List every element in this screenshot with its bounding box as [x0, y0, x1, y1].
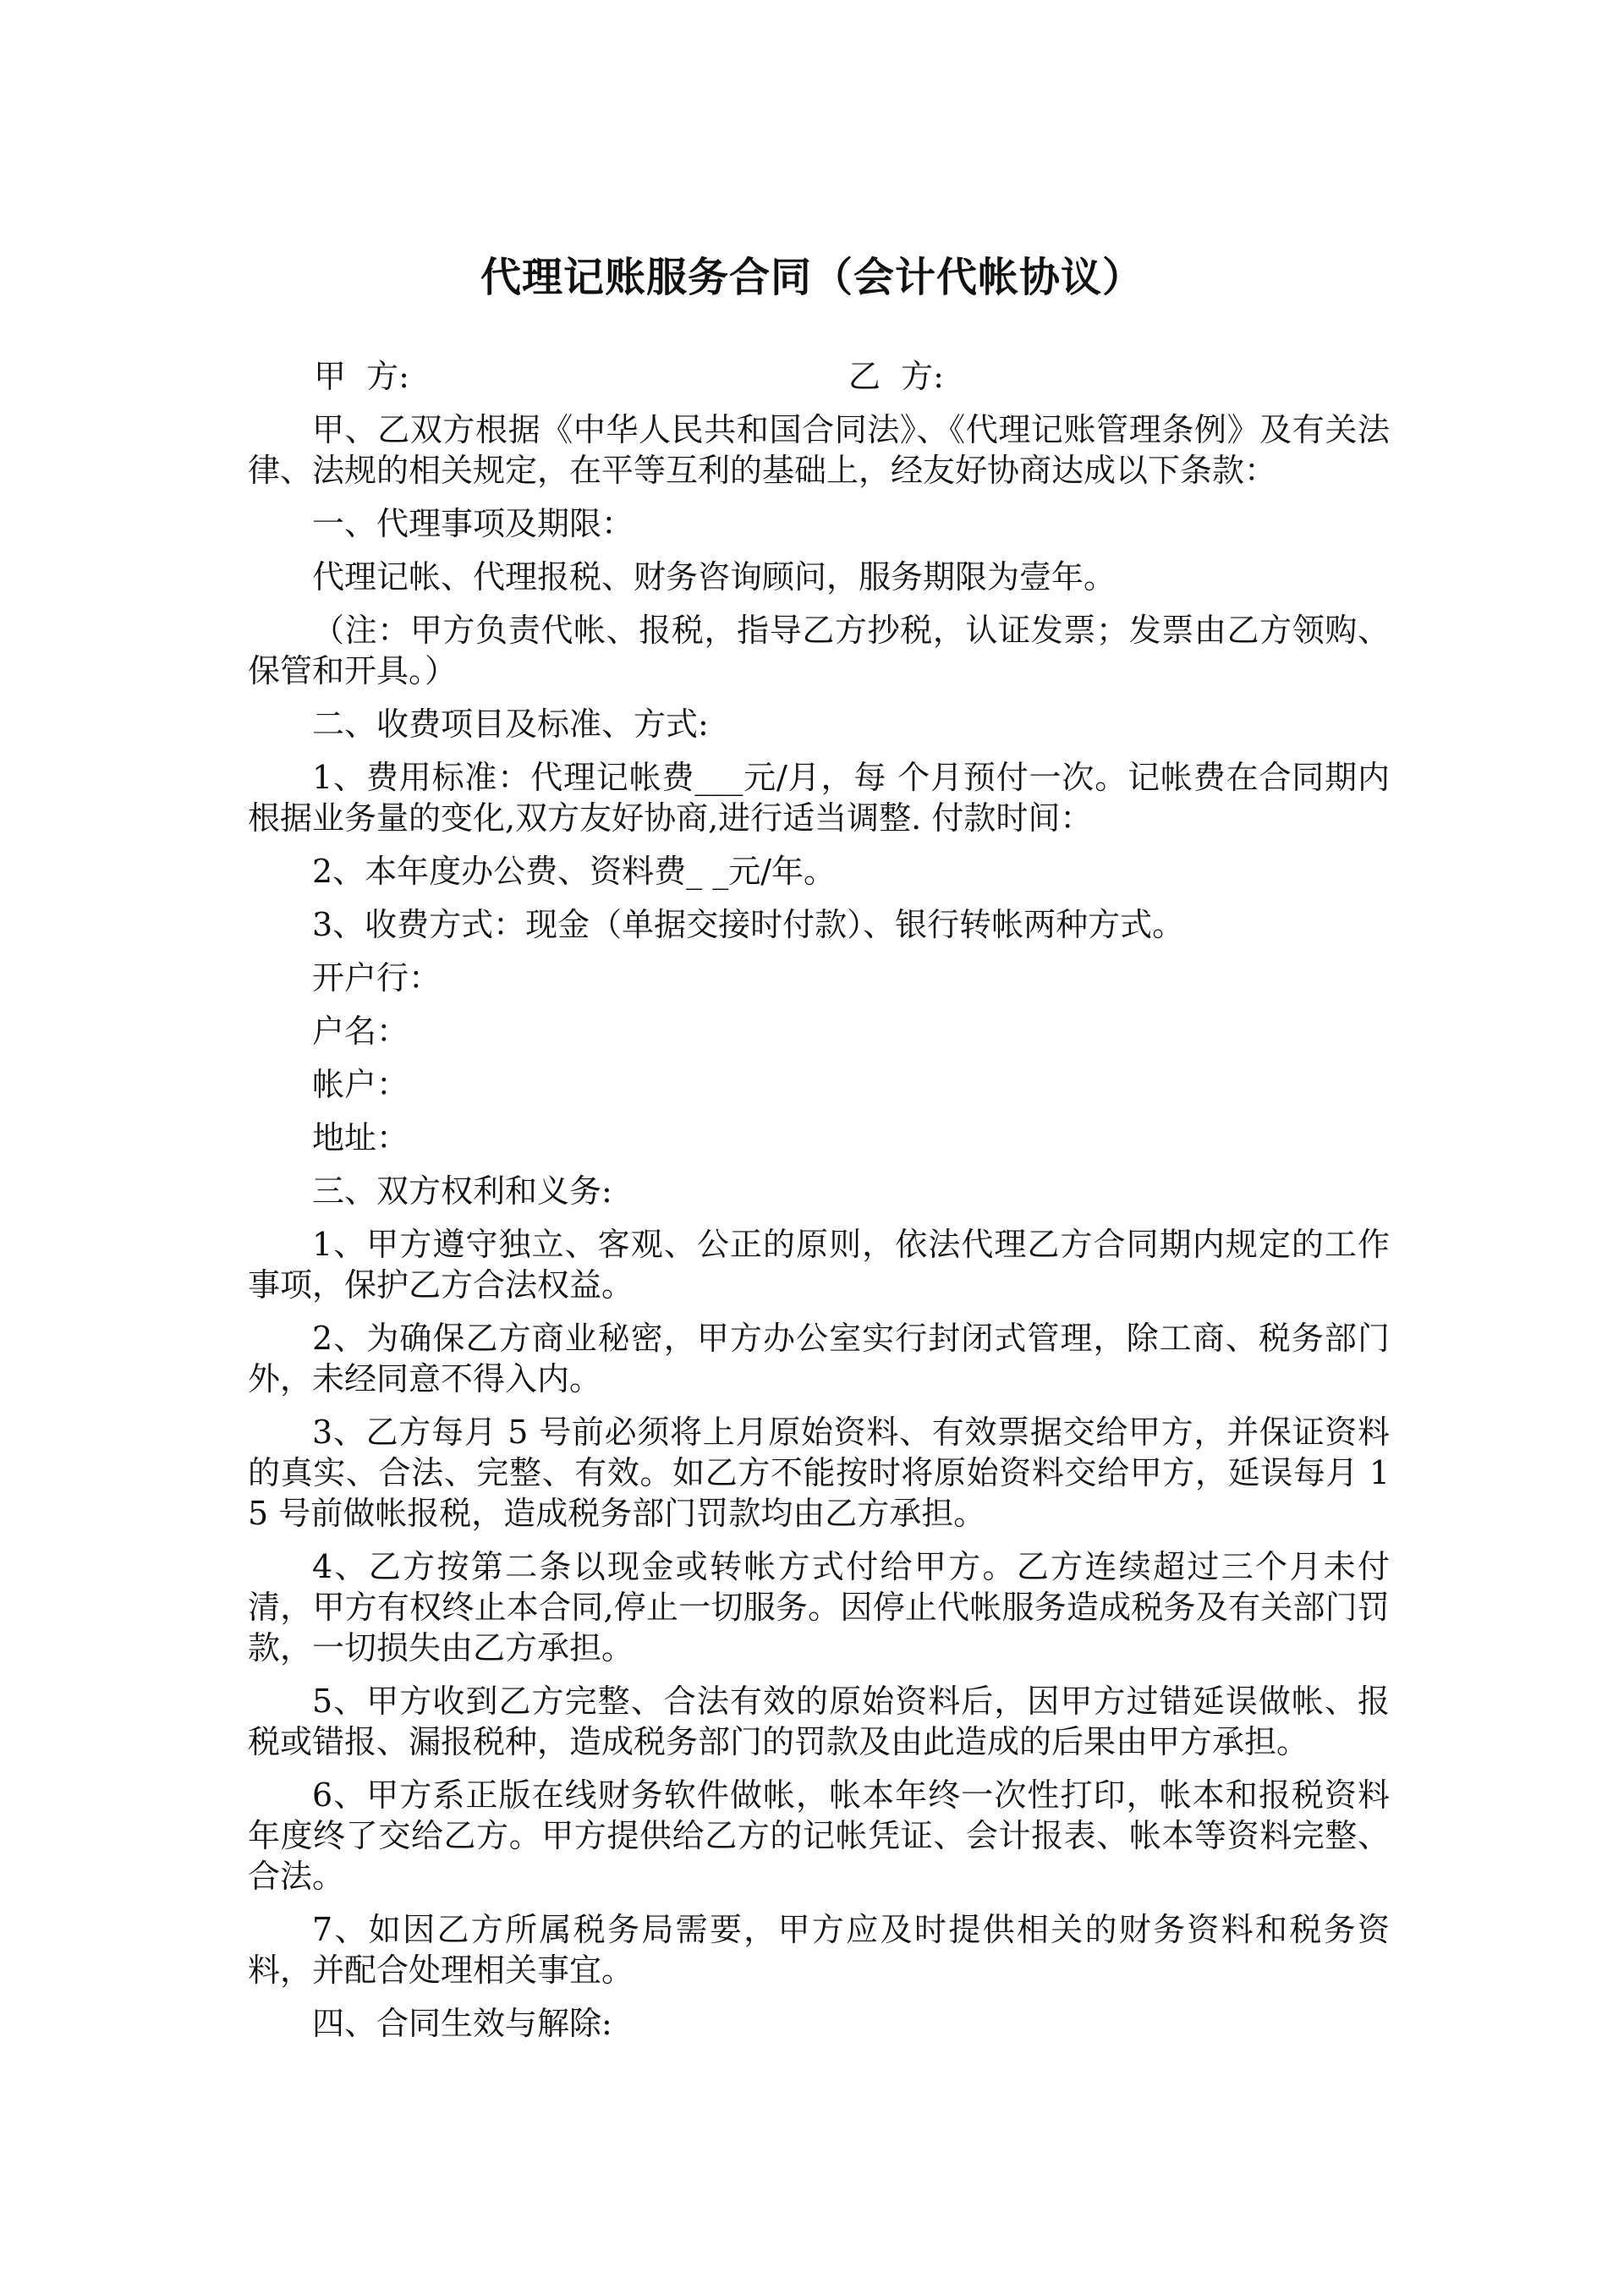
contract-paragraph: 三、双方权利和义务: [312, 1172, 612, 1210]
contract-paragraph: 地址： [312, 1119, 409, 1156]
contract-paragraph: 3、收费方式：现金（单据交接时付款）、银行转帐两种方式。 [312, 906, 1185, 943]
party-a-label: 甲 方: [314, 358, 409, 395]
party-b-label: 乙 方: [848, 358, 944, 395]
document-title: 代理记账服务合同（会计代帐协议） [480, 254, 1144, 301]
contract-paragraph: 3、乙方每月 5 号前必须将上月原始资料、有效票据交给甲方，并保证资料的真实、合法、完整、有效。如乙方不能按时将原始资料交给甲方，延误每月 15 号前做帐报税，造成税务部门罚款均由乙方承担。 [248, 1414, 1390, 1532]
contract-paragraph: 开户行： [312, 959, 442, 997]
contract-paragraph: 四、合同生效与解除: [312, 2005, 612, 2042]
contract-paragraph: 2、为确保乙方商业秘密，甲方办公室实行封闭式管理，除工商、税务部门外，未经同意不得入内。 [248, 1320, 1390, 1397]
contract-paragraph: 4、乙方按第二条以现金或转帐方式付给甲方。乙方连续超过三个月未付清，甲方有权终止本合同,停止一切服务。因停止代帐服务造成税务及有关部门罚款，一切损失由乙方承担。 [248, 1548, 1390, 1666]
contract-paragraph: 2、本年度办公费、资料费_ _元/年。 [312, 853, 837, 890]
contract-paragraph: 帐户： [312, 1066, 409, 1103]
paragraph-list [248, 409, 1390, 2044]
contract-paragraph: 户名： [312, 1013, 409, 1050]
contract-paragraph: 代理记帐、代理报税、财务咨询顾问，服务期限为壹年。 [312, 558, 1116, 596]
contract-paragraph: 甲、乙双方根据《中华人民共和国合同法》、《代理记账管理条例》及有关法律、法规的相关规定，在平等互利的基础上，经友好协商达成以下条款： [248, 411, 1390, 489]
contract-paragraph: 1、费用标准：代理记帐费___元/月，每 个月预付一次。记帐费在合同期内根据业务量的变化,双方友好协商,进行适当调整. 付款时间： [248, 759, 1390, 837]
contract-paragraph: （注：甲方负责代帐、报税，指导乙方抄税，认证发票；发票由乙方领购、保管和开具。） [248, 612, 1390, 689]
parties-line [248, 356, 1390, 397]
contract-paragraph: 7、如因乙方所属税务局需要，甲方应及时提供相关的财务资料和税务资料，并配合处理相关事宜。 [248, 1911, 1390, 1989]
contract-paragraph: 5、甲方收到乙方完整、合法有效的原始资料后，因甲方过错延误做帐、报税或错报、漏报税种，造成税务部门的罚款及由此造成的后果由甲方承担。 [248, 1683, 1390, 1760]
contract-paragraph: 1、甲方遵守独立、客观、公正的原则，依法代理乙方合同期内规定的工作事项，保护乙方合法权益。 [248, 1226, 1390, 1304]
contract-body [248, 356, 1390, 2056]
contract-paragraph: 6、甲方系正版在线财务软件做帐，帐本年终一次性打印，帐本和报税资料年度终了交给乙方。甲方提供给乙方的记帐凭证、会计报表、帐本等资料完整、合法。 [248, 1776, 1390, 1895]
contract-paragraph: 一、代理事项及期限： [312, 505, 634, 542]
contract-paragraph: 二、收费项目及标准、方式: [312, 706, 709, 743]
